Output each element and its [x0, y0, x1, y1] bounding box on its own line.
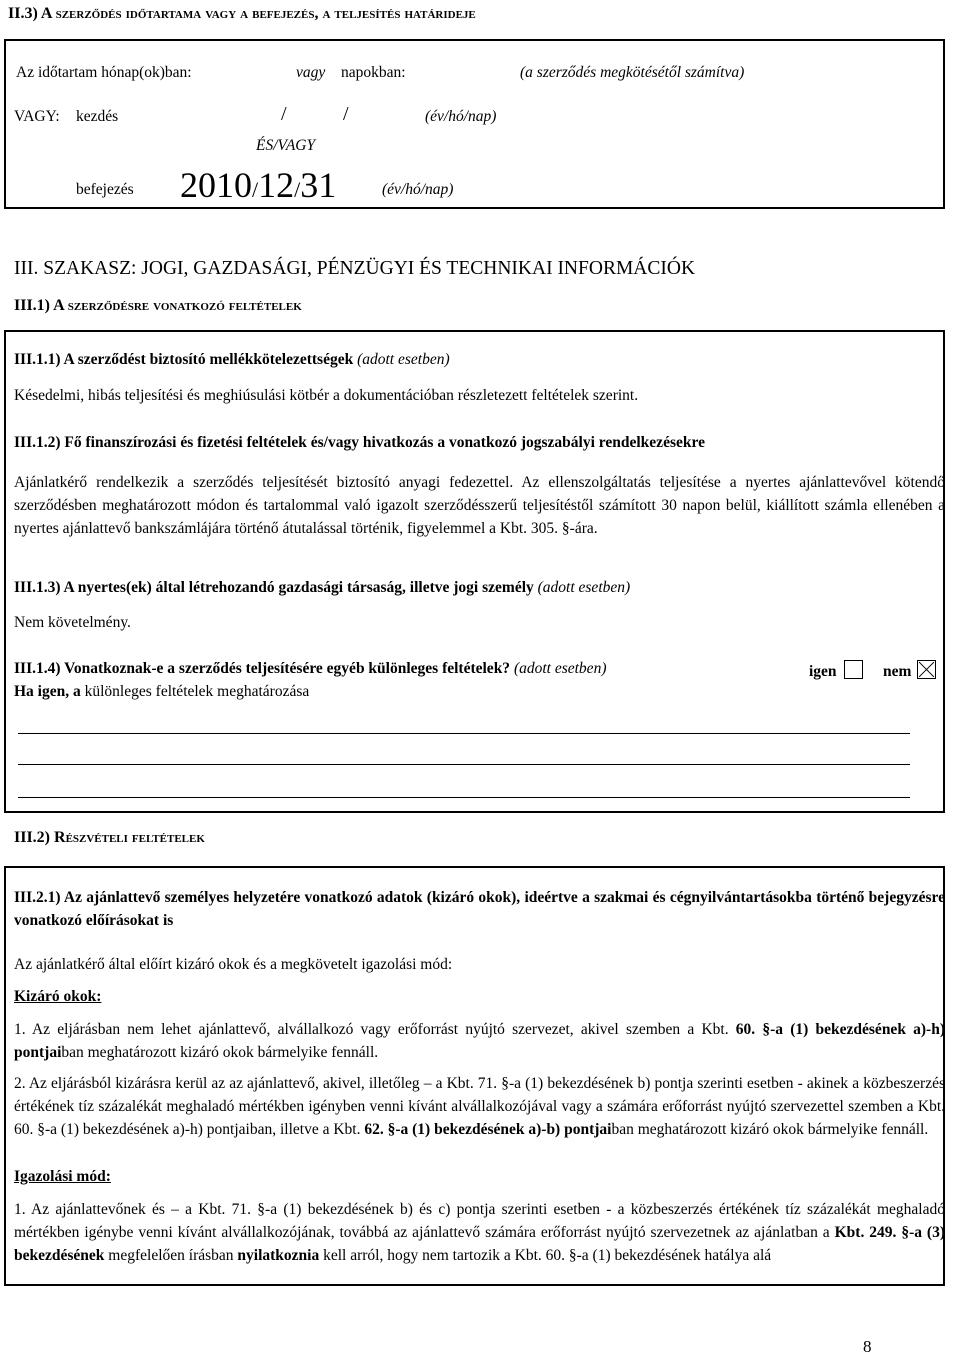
start-label: kezdés — [76, 108, 119, 125]
no-checkbox-checked[interactable] — [917, 660, 936, 679]
section-III2-title: észvételi feltételek — [65, 829, 205, 846]
end-label: befejezés — [76, 181, 134, 198]
III14-heading — [14, 660, 606, 678]
end-year: 2010 — [180, 165, 252, 205]
III12-title: III.1.2) Fő finanszírozási és fizetési feltételek és/vagy hivatkozás a vonatkozó jogszabályi rendelkezésekre — [14, 434, 705, 451]
end-month: 12 — [258, 165, 295, 205]
III11-title: III.1.1) A szerződést biztosító mellékkötelezettségek — [14, 351, 354, 368]
date-format-note-2: (év/hó/nap) — [382, 181, 454, 198]
section-III-heading: III. SZAKASZ: JOGI, GAZDASÁGI, PÉNZÜGYI ÉS TECHNIKAI INFORMÁCIÓK — [14, 258, 696, 279]
proof-item-1-d: nyilatkoznia — [237, 1247, 320, 1264]
no-label: nem — [883, 663, 912, 680]
from-conclusion-note: (a szerződés megkötésétől számítva) — [520, 64, 745, 81]
exclusion-item-1-c: ban meghatározott kizáró okok bármelyike fennáll. — [61, 1044, 379, 1061]
answer-line-2[interactable] — [18, 764, 910, 765]
section-II3-prefix: II.3) A — [8, 5, 56, 22]
page-number: 8 — [863, 1337, 872, 1356]
exclusion-item-2-c: ban meghatározott kizáró okok bármelyike fennáll. — [611, 1121, 929, 1138]
III21-intro: Az ajánlatkérő által előírt kizáró okok és a megkövetelt igazolási mód: — [14, 956, 453, 973]
section-III1-heading — [14, 297, 302, 315]
answer-line-3[interactable] — [18, 797, 910, 798]
III13-title: III.1.3) A nyertes(ek) által létrehozandó gazdasági társaság, illetve jogi személy — [14, 579, 534, 596]
III14-if-yes — [14, 683, 309, 701]
III13-text: Nem követelmény. — [14, 614, 131, 631]
exclusion-item-1-a: 1. Az eljárásban nem lehet ajánlattevő, alvállalkozó vagy erőforrást nyújtó szervezet, akivel szemben a Kbt. — [14, 1021, 736, 1038]
start-slash-2: / — [343, 103, 349, 125]
or-label: vagy — [296, 64, 326, 81]
III14-title: III.1.4) Vonatkoznak-e a szerződés teljesítésére egyéb különleges feltételek? — [14, 660, 511, 677]
exclusion-item-1-b: 60. §-a (1) bekezdésének a)-h) pontjai — [14, 1021, 945, 1061]
III13-heading — [14, 579, 630, 597]
yes-label: igen — [809, 663, 837, 680]
section-III1-title: szerződésre vonatkozó feltételek — [67, 297, 302, 314]
proof-heading: Igazolási mód: — [14, 1168, 111, 1185]
III14-note: (adott esetben) — [513, 660, 607, 677]
III13-note: (adott esetben) — [537, 579, 631, 596]
proof-item-1-e: kell arról, hogy nem tartozik a Kbt. 60. §-a (1) bekezdésének hatálya alá — [319, 1247, 772, 1264]
III21-title: III.2.1) Az ajánlattevő személyes helyzetére vonatkozó adatok (kizáró okok), ideértve a szakmai és cégnyilvántartásokba történő bejegyzésre vonatkozó előírásokat is — [14, 889, 945, 929]
section-III2-prefix: III.2) R — [14, 829, 66, 846]
proof-item-1-c: megfelelően írásban — [104, 1247, 238, 1264]
proof-item-1-a: 1. Az ajánlattevőnek és – a Kbt. 71. §-a (1) bekezdésének b) és c) pontja szerinti esetben - a közbeszerzés értékének tíz százalékát meghaladó mértékben igénybe venni kívánt alvállalkozójának, továbbá az ajánlattevő számára erőforrást nyújtó szervezetnek az ajánlatban a — [14, 1201, 945, 1241]
or-start-label: VAGY: — [14, 108, 60, 125]
III12-text: Ajánlatkérő rendelkezik a szerződés teljesítését biztosító anyagi fedezettel. Az ellenszolgáltatás teljesítése a nyertes ajánlattevővel kötendő szerződésben meghatározott módon és tartalommal való igazolt szerződésszerű teljesítéstől számított 30 napon belül, kiállított számla ellenében a nyertes ajánlattevő bankszámlájára történő átutalással történik, figyelemmel a Kbt. 305. §-ára. — [14, 474, 945, 537]
no-option — [883, 660, 936, 681]
yes-option — [809, 660, 863, 681]
end-sep-1: / — [252, 177, 259, 202]
III11-text: Késedelmi, hibás teljesítési és meghiúsulási kötbér a dokumentációban részletezett feltételek szerint. — [14, 387, 639, 404]
section-III2-heading — [14, 829, 205, 847]
and-or-label: ÉS/VAGY — [256, 137, 316, 154]
III14-if-yes-rest: különleges feltételek meghatározása — [80, 683, 310, 700]
end-sep-2: / — [294, 177, 301, 202]
exclusion-item-2-b: 62. §-a (1) bekezdésének a)-b) pontjai — [364, 1121, 612, 1138]
III14-if-yes-bold: Ha igen, a — [14, 683, 81, 700]
end-day: 31 — [300, 165, 337, 205]
proof-item-1 — [14, 1198, 945, 1267]
date-format-note-1: (év/hó/nap) — [425, 108, 497, 125]
section-II3-title: szerződés időtartama vagy a befejezés, a teljesítés határideje — [55, 5, 476, 22]
duration-months-label: Az időtartam hónap(ok)ban: — [16, 64, 192, 81]
start-slash-1: / — [281, 103, 287, 125]
section-II3-heading — [8, 5, 476, 23]
III11-heading — [14, 351, 450, 369]
III11-note: (adott esetben) — [357, 351, 450, 368]
section-III1-prefix: III.1) A — [14, 297, 68, 314]
yes-checkbox[interactable] — [844, 660, 863, 679]
days-label: napokban: — [341, 64, 406, 81]
exclusion-item-2-a: 2. Az eljárásból kizárásra kerül az az ajánlattevő, akivel, illetőleg – a Kbt. 71. §-a (1) bekezdésének b) pontja szerinti esetben - akinek a közbeszerzés értékének tíz százalékát meghaladó mértékben igényben venni kívánt alvállalkozójával vagy a számára erőforrást nyújtó szervezettel szemben a Kbt. 60. §-a (1) bekezdésének a)-h) pontjaiban, illetve a Kbt. — [14, 1075, 945, 1138]
exclusion-item-2 — [14, 1072, 945, 1141]
answer-line-1[interactable] — [18, 733, 910, 734]
exclusion-heading: Kizáró okok: — [14, 988, 102, 1005]
proof-item-1-b: Kbt. 249. §-a (3) bekezdésének — [14, 1224, 945, 1264]
exclusion-item-1 — [14, 1018, 945, 1064]
end-date — [180, 163, 336, 212]
